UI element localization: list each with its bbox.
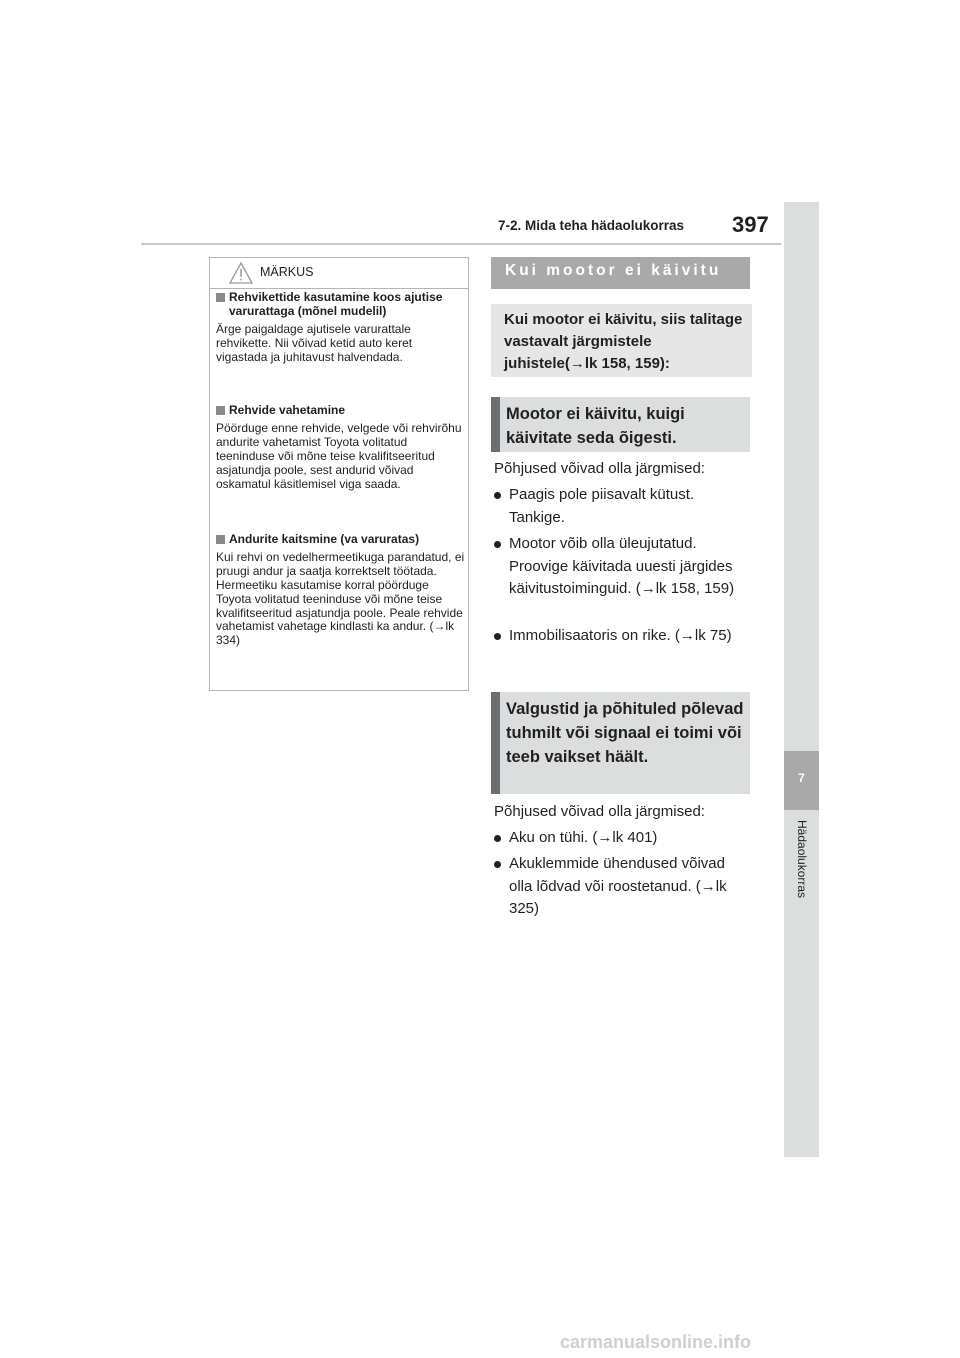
notice-title: MÄRKUS (260, 265, 314, 279)
notice-item-heading: Rehvikettide kasutamine koos ajutise varurattaga (mõnel mudelil) (216, 291, 466, 319)
bullet-icon (494, 633, 501, 640)
notice-item-heading: Rehvide vahetamine (216, 404, 466, 418)
section-title: Kui mootor ei käivitu (505, 262, 722, 279)
causes-label: Põhjused võivad olla järgmised: (494, 460, 705, 477)
notice-item (216, 404, 466, 491)
condition-heading-box (491, 692, 750, 794)
notice-item-body: Ärge paigaldage ajutisele varurattale rehvikette. Nii võivad ketid auto keret vigastada ja juhitavust halvendada. (216, 321, 413, 364)
page-number: 397 (732, 212, 769, 237)
bullet-icon (494, 835, 501, 842)
list-item: Immobilisaatoris on rike. (→lk 75) (492, 625, 750, 648)
list-item: Aku on tühi. (→lk 401) (492, 827, 750, 850)
watermark: carmanualsonline.info (560, 1332, 752, 1352)
bullet-icon (494, 492, 501, 499)
chapter-label: Hädaolukorras (795, 820, 809, 899)
notice-item-body: Kui rehvi on vedelhermeetikuga parandatud, ei pruugi andur ja saatja korrektselt töötada. Hermeetiku kasutamise korral pöörduge Toyota volitatud teeninduse või mõne teise kvalifitseeritud asjatundja poole. Peale rehvide vahetamist vahetage kindlasti ka andur. (→lk 334) (216, 549, 465, 648)
notice-item-heading: Andurite kaitsmine (va varuratas) (216, 533, 466, 547)
chapter-number-tab[interactable]: 7 (784, 751, 819, 810)
bullet-icon (494, 861, 501, 868)
list-item: Paagis pole piisavalt kütust. Tankige. (492, 484, 750, 529)
intro-box (491, 304, 752, 377)
list-item: Mootor võib olla üleujutatud. Proovige käivitada uuesti järgides käivitustoiminguid. (→lk 158, 159) (492, 533, 750, 601)
notice-header (210, 258, 468, 289)
section-header: 7-2. Mida teha hädaolukorras (498, 218, 685, 233)
list-item: Akuklemmide ühendused võivad olla lõdvad või roostetanud. (→lk 325) (492, 853, 750, 921)
condition-title: Mootor ei käivitu, kuigi käivitate seda õigesti. (506, 405, 685, 447)
warning-triangle-icon (228, 261, 254, 285)
intro-text: Kui mootor ei käivitu, siis talitage vastavalt järgmistele juhistele(→lk 158, 159): (504, 311, 743, 372)
section-title-banner (491, 257, 750, 289)
notice-item (216, 533, 466, 648)
notice-item (216, 291, 466, 365)
square-bullet-icon (216, 293, 225, 302)
square-bullet-icon (216, 406, 225, 415)
bullet-icon (494, 541, 501, 548)
notice-item-body: Pöörduge enne rehvide, velgede või rehvirõhu andurite vahetamist Toyota volitatud teeninduse või mõne teise kvalifitseeritud asjatundja poole, sest andurid võivad oskamatul käsitlemisel viga saada. (216, 420, 462, 491)
condition-heading-box (491, 397, 750, 452)
causes-label: Põhjused võivad olla järgmised: (494, 803, 705, 820)
condition-title: Valgustid ja põhituled põlevad tuhmilt või signaal ei toimi või teeb vaikset häält. (506, 700, 744, 766)
square-bullet-icon (216, 535, 225, 544)
chapter-side-bar (784, 202, 819, 1157)
notice-box (209, 257, 469, 691)
header-divider (141, 243, 781, 245)
